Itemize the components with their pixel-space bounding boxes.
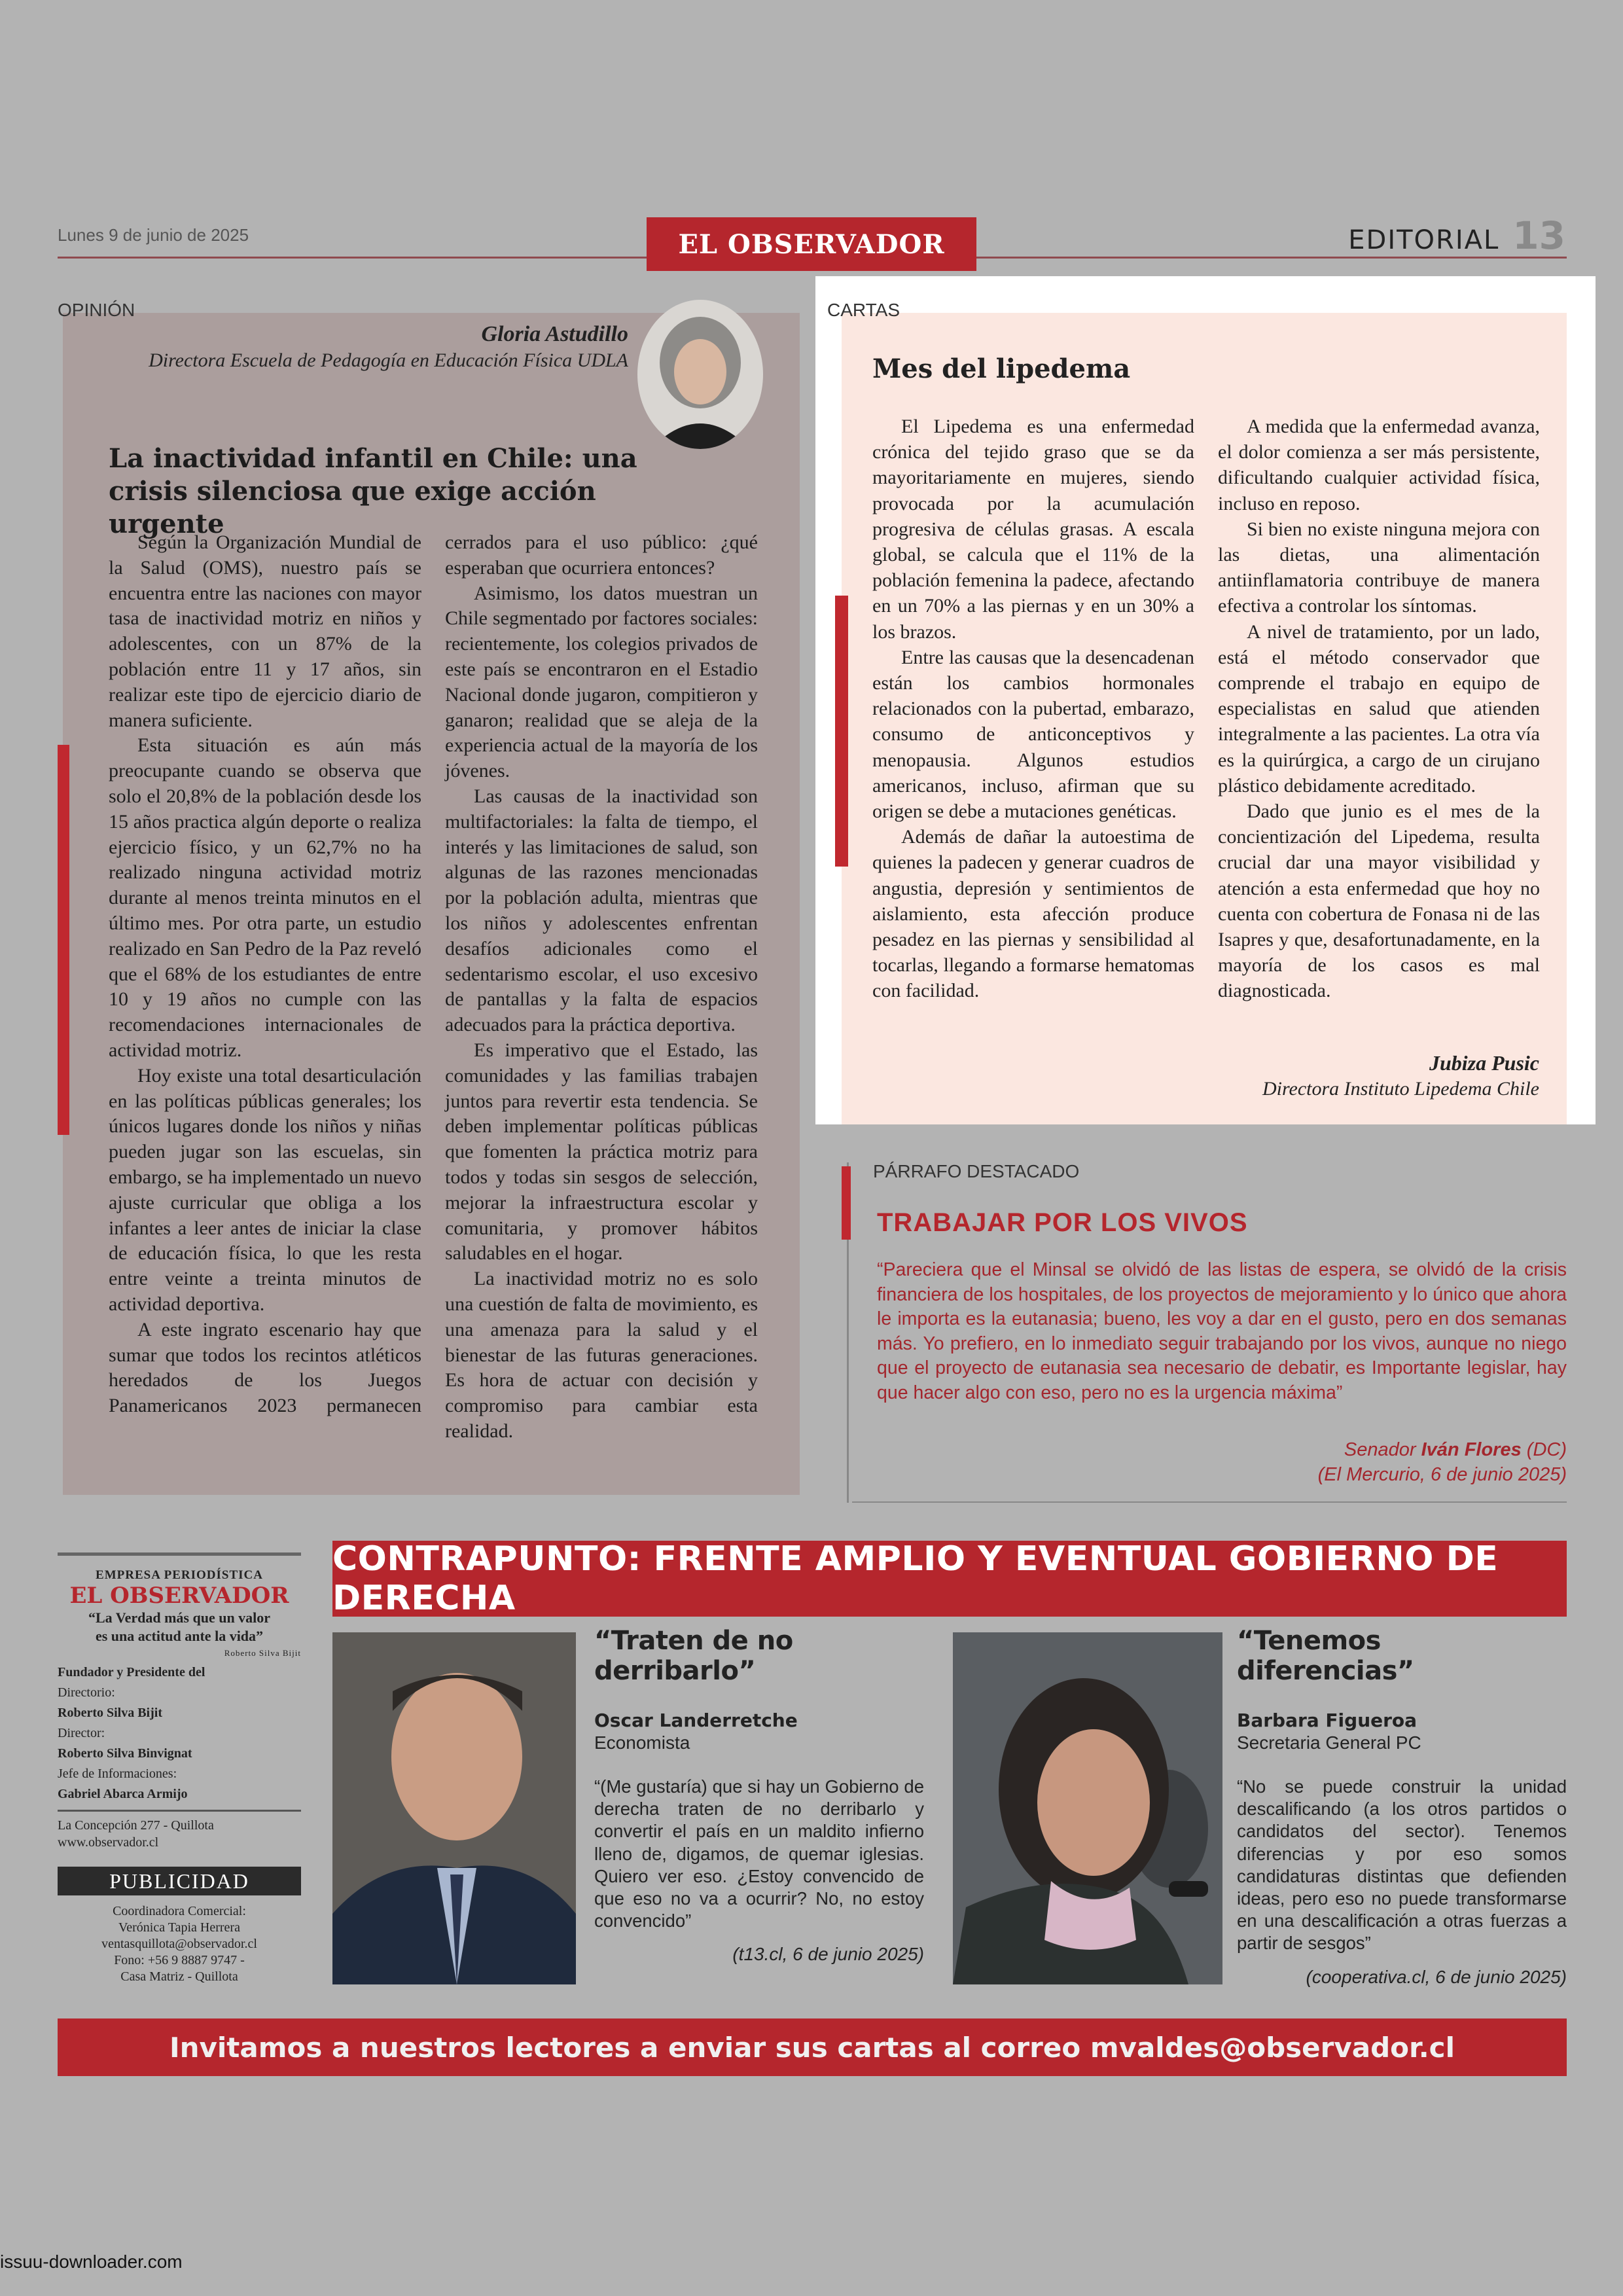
masthead <box>58 1564 301 1985</box>
letter-paragraph: A nivel de tratamiento, por un lado, está el método conservador que comprende el trabajo en equipo de especialistas en salud que atienden integralmente a las pacientes. La otra vía es la quirúrgica, a cargo de un cirujano plástico debidamente acreditado. <box>1218 620 1540 797</box>
author-role: Directora Escuela de Pedagogía en Educación Física UDLA <box>149 350 628 371</box>
opinion-paragraph: Es imperativo que el Estado, las comunidades y las familias trabajen juntos para revertir esta tendencia. Se deben implementar políticas públicas que fomenten la práctica motriz para todos y todas sin sesgos de selección, mejorar la infraestructura escolar y comunitaria, y promover hábitos saludables en el hogar. <box>445 1039 758 1265</box>
founder-title: Fundador y Presidente del <box>58 1665 205 1679</box>
masthead-divider <box>58 1810 301 1812</box>
contrapunto-banner: CONTRAPUNTO: FRENTE AMPLIO Y EVENTUAL GOBIERNO DE DERECHA <box>332 1541 1567 1617</box>
author-name: Gloria Astudillo <box>481 322 628 346</box>
opinion-paragraph: Asimismo, los datos muestran un Chile segmentado por factores sociales: recientemente, los colegios privados de este país se encontraron en el Estadio Nacional donde jugaron, compitieron y ganaron; realidad que se aleja de la experiencia actual de la mayoría de los jóvenes. <box>445 582 758 782</box>
letter-paragraph: Si bien no existe ninguna mejora con las dietas, una alimentación antiinflamatoria contribuye de manera efectiva a controlar los síntomas. <box>1218 518 1540 617</box>
signer-name: Jubiza Pusic <box>1429 1051 1539 1075</box>
attr-name: Iván Flores <box>1421 1439 1522 1460</box>
masthead-logo: EL OBSERVADOR <box>69 1583 289 1609</box>
directorio-name: Roberto Silva Bijit <box>58 1706 162 1720</box>
highlight-accent-bar <box>842 1166 851 1240</box>
info-chief-label: Jefe de Informaciones: <box>58 1767 177 1781</box>
page-date: Lunes 9 de junio de 2025 <box>58 225 249 245</box>
opinion-title: La inactividad infantil en Chile: una crisis silenciosa que exige acción urgente <box>109 443 637 539</box>
opinion-paragraph: La inactividad motriz no es solo una cuestión de falta de movimiento, es una amenaza para la salud y el bienestar de las futuras generaciones. Es hora de actuar con decisión y compromiso para cambiar esta realidad. <box>445 1268 758 1442</box>
author-photo <box>637 300 763 449</box>
opinion-paragraph: A este ingrato escenario hay que sumar que todos los recintos atléticos heredados de los Juegos Panamericanos 2023 permanecen cerrados para el uso público: ¿qué esperaban que ocurriera entonces? <box>109 531 758 1417</box>
ad-phone: Fono: +56 9 8887 9747 - <box>114 1953 245 1967</box>
letters-label: CARTAS <box>827 300 900 320</box>
opinion-paragraph: Según la Organización Mundial de la Salud (OMS), nuestro país se encuentra entre las naciones con mayor tasa de inactividad motriz en niños y adolescentes, con un 87% de la población entre 11 y 17 años, sin realizar este tipo de ejercicio diario de manera suficiente. <box>109 531 421 731</box>
watermark: issuu-downloader.com <box>0 2251 183 2272</box>
contrapunto-item-2 <box>1237 1626 1567 1988</box>
director-name: Roberto Silva Binvignat <box>58 1746 192 1761</box>
contrapunto-name-2: Barbara Figueroa <box>1237 1710 1418 1731</box>
opinion-paragraph: Esta situación es aún más preocupante cuando se observa que solo el 20,8% de la población desde los 15 años practica algún deporte o realiza ejercicio físico, y un 62,7% no ha realizado ninguna actividad motriz durante al menos treinta minutos en el último mes. Por otra parte, un estudio realizado en San Pedro de la Paz reveló que el 68% de los estudiantes de entre 10 y 19 años no cumple con las recomendaciones internacionales de actividad motriz. <box>109 734 421 1061</box>
highlight-label: PÁRRAFO DESTACADO <box>873 1161 1080 1181</box>
masthead-company: EMPRESA PERIODÍSTICA <box>96 1568 263 1582</box>
ad-hq: Casa Matriz - Quillota <box>120 1969 238 1984</box>
letters-accent-bar <box>835 596 848 867</box>
info-chief-name: Gabriel Abarca Armijo <box>58 1787 188 1801</box>
attr-prefix: Senador <box>1344 1439 1416 1460</box>
masthead-rule <box>58 1552 301 1556</box>
contrapunto-role-1: Economista <box>594 1732 690 1753</box>
opinion-paragraph: Hoy existe una total desarticulación en las políticas públicas generales; los únicos lugares donde los niños y niñas pueden jugar son las escuelas, sin embargo, se ha implementado un nuevo ajuste curricular que obliga a los infantes a leer antes de iniciar la clase de educación física, lo que les resta entre veinte a treinta minutos de actividad deportiva. <box>109 1064 421 1315</box>
contrapunto-headline-1: “Traten de no derribarlo” <box>594 1626 793 1686</box>
opinion-paragraph: Las causas de la inactividad son multifactoriales: la falta de tiempo, el interés y las limitaciones de salud, son algunas de las razones mencionadas por la población adulta, mientras que los niños y adolescentes enfrentan desafíos adicionales como el sedentarismo escolar, el uso excesivo de pantallas y la falta de espacios adecuados para la práctica deportiva. <box>445 785 758 1036</box>
letter-title: Mes del lipedema <box>872 353 1131 384</box>
page-number: 13 <box>1512 213 1565 258</box>
director-label: Director: <box>58 1726 105 1740</box>
letter-paragraph: A medida que la enfermedad avanza, el dolor comienza a ser más persistente, dificultando cualquier actividad física, incluso en reposo. <box>1218 416 1540 514</box>
section-header <box>1348 213 1565 258</box>
coord-label: Coordinadora Comercial: <box>113 1904 246 1918</box>
masthead-motto-1: “La Verdad más que un valor <box>88 1609 271 1626</box>
letter-paragraph: Entre las causas que la desencadenan están los cambios hormonales relacionados con la pubertad, embarazo, consumo de anticonceptivos y menopausia. Algunos estudios americanos, incluso, afirman que su origen se debe a mutaciones genéticas. <box>872 646 1194 823</box>
attr-source: (El Mercurio, 6 de junio 2025) <box>1317 1464 1567 1485</box>
newspaper-logo: EL OBSERVADOR <box>647 217 976 271</box>
opinion-body <box>109 530 758 1460</box>
ad-email: ventasquillota@observador.cl <box>101 1937 257 1951</box>
contrapunto-role-2: Secretaria General PC <box>1237 1732 1421 1753</box>
opinion-accent-bar <box>58 745 69 1135</box>
founder-signature: Roberto Silva Bijit <box>224 1648 301 1658</box>
section-name: EDITORIAL <box>1348 225 1500 255</box>
contrapunto-name-1: Oscar Landerretche <box>594 1710 798 1731</box>
advertising-label: PUBLICIDAD <box>58 1867 301 1895</box>
opinion-author <box>149 322 628 372</box>
attr-party: (DC) <box>1526 1439 1567 1460</box>
masthead-motto-2: es una actitud ante la vida” <box>95 1628 264 1644</box>
coord-name: Verónica Tapia Herrera <box>118 1920 240 1935</box>
highlight-attribution <box>1318 1437 1567 1487</box>
letter-signature <box>1262 1051 1539 1100</box>
letter-paragraph: Dado que junio es el mes de la concientización del Lipedema, resulta crucial dar una mayor visibilidad y atención a esta enfermedad que hoy no cuenta con cobertura de Fonasa ni de las Isapres y que, desafortunadamente, en la mayoría de los casos es mal diagnosticada. <box>1218 800 1540 1002</box>
contrapunto-source-1: (t13.cl, 6 de junio 2025) <box>732 1944 924 1965</box>
contrapunto-quote-1: “(Me gustaría) que si hay un Gobierno de derecha traten de no derribarlo y convertir el país en un maldito infierno lleno de, digamos, de quemar iglesias. Quiero ver eso. ¿Estoy convencido de que eso no va a ocurrir? No, no estoy convencido” <box>594 1776 924 1931</box>
contrapunto-quote-2: “No se puede construir la unidad descalificando (a los otros partidos o candidatos del sector). Tenemos diferencias y por eso somos candidaturas distintas que defienden ideas, pero eso no puede transformarse en una descalificación a otras fuerzas a partir de sesgos” <box>1237 1776 1567 1954</box>
highlight-title: TRABAJAR POR LOS VIVOS <box>877 1208 1248 1237</box>
highlight-rule-horizontal <box>852 1501 1567 1503</box>
masthead-address: La Concepción 277 - Quillota <box>58 1818 214 1833</box>
contrapunto-source-2: (cooperativa.cl, 6 de junio 2025) <box>1306 1966 1567 1987</box>
contrapunto-headline-2: “Tenemos diferencias” <box>1237 1626 1414 1686</box>
opinion-label: OPINIÓN <box>58 300 135 320</box>
letter-body <box>872 414 1540 1031</box>
letter-paragraph: Además de dañar la autoestima de quienes la padecen y generar cuadros de angustia, depresión y sentimientos de aislamiento, esta afección produce pesadez en las piernas y sensibilidad al tocarlas, llegando a formarse hematomas con facilidad. <box>872 826 1194 1002</box>
signer-role: Directora Instituto Lipedema Chile <box>1262 1078 1539 1100</box>
figueroa-photo <box>953 1632 1222 1984</box>
letters-invitation-banner: Invitamos a nuestros lectores a enviar sus cartas al correo mvaldes@observador.cl <box>58 2018 1567 2076</box>
advertising-contact <box>58 1903 301 1985</box>
masthead-website: www.observador.cl <box>58 1835 159 1850</box>
directorio-label: Directorio: <box>58 1685 115 1700</box>
letter-paragraph: El Lipedema es una enfermedad crónica del tejido graso que se da mayoritariamente en mujeres, siendo provocada por la acumulación progresiva de células grasas. A escala global, se calcula que el 11% de la población femenina la padece, afectando en un 70% a las piernas y en un 30% a los brazos. <box>872 416 1194 643</box>
highlight-quote: “Pareciera que el Minsal se olvidó de las listas de espera, se olvidó de la crisis financiera de los hospitales, de los proyectos de mejoramiento y lo único que ahora le importa es la eutanasia; bueno, les voy a dar en el gusto, pero en dos semanas más. Yo prefiero, en lo inmediato seguir trabajando por los vivos, aunque no niego que el proyecto de eutanasia sea necesario de debatir, es Importante legislar, hay que hacer algo con eso, pero no es la urgencia máxima” <box>877 1259 1567 1403</box>
contrapunto-item-1 <box>594 1626 924 1965</box>
landerretche-photo <box>332 1632 576 1984</box>
